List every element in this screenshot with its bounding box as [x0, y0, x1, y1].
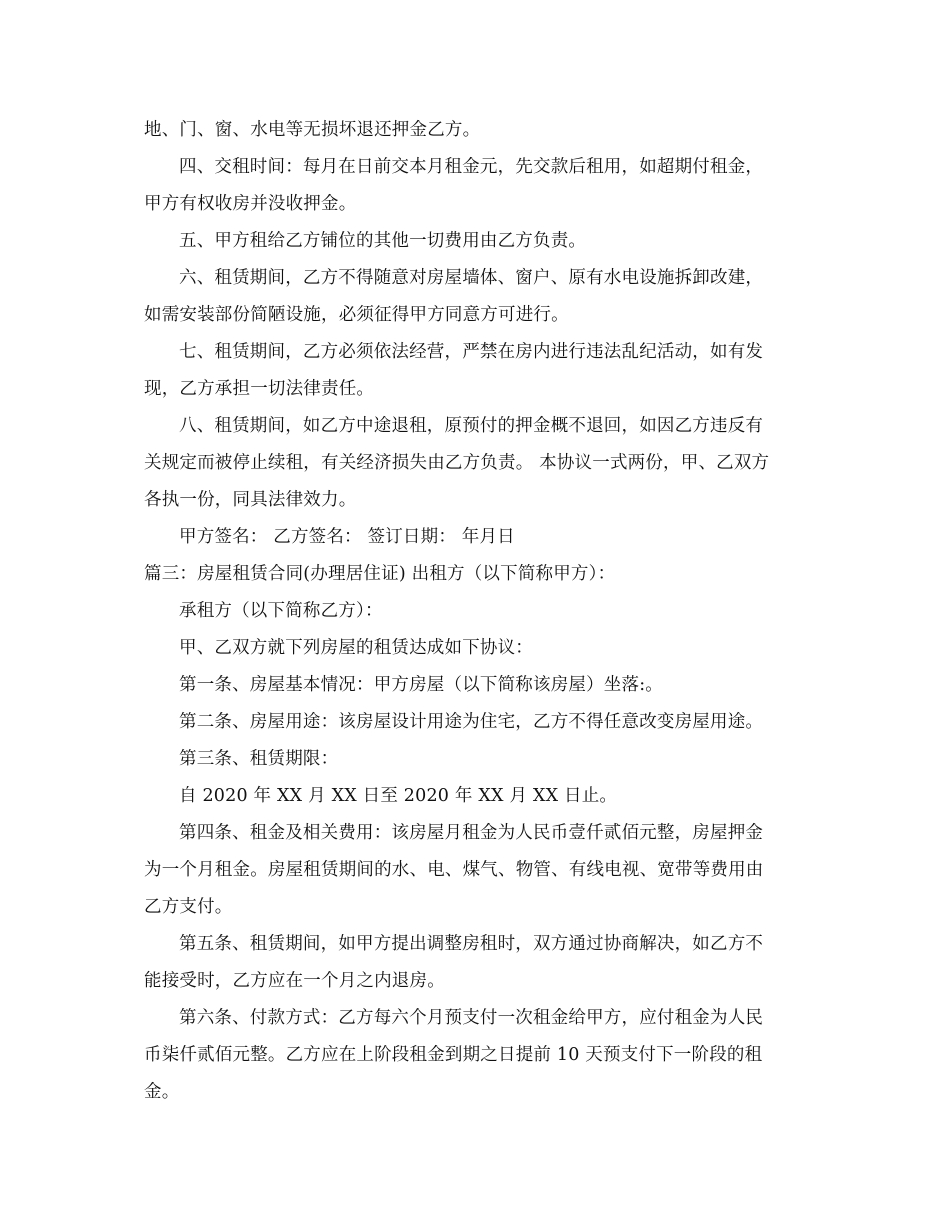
text-line: 各执一份，同具法律效力。: [144, 490, 357, 510]
text-line: 八、租赁期间，如乙方中途退租，原预付的押金概不退回，如因乙方违反有: [179, 416, 764, 436]
section-heading: 篇三：房屋租赁合同(办理居住证) 出租方（以下简称甲方）：: [144, 564, 616, 584]
text-line: 七、租赁期间，乙方必须依法经营，严禁在房内进行违法乱纪活动，如有发: [179, 342, 764, 362]
document-body: [144, 112, 810, 1111]
text-line: 第三条、租赁期限：: [179, 749, 339, 769]
text-line: 自 2020 年 XX 月 XX 日至 2020 年 XX 月 XX 日止。: [179, 786, 618, 806]
text-line: 五、甲方租给乙方铺位的其他一切费用由乙方负责。: [179, 231, 587, 251]
text-line: 四、交租时间：每月在日前交本月租金元，先交款后租用，如超期付租金，: [179, 157, 764, 177]
text-line: 地、门、窗、水电等无损坏退还押金乙方。: [144, 120, 481, 140]
text-line: 第二条、房屋用途：该房屋设计用途为住宅，乙方不得任意改变房屋用途。: [179, 712, 764, 732]
text-line: 金。: [144, 1082, 180, 1102]
text-line: 第四条、租金及相关费用：该房屋月租金为人民币壹仟贰佰元整，房屋押金: [179, 823, 764, 843]
text-line: 现，乙方承担一切法律责任。: [144, 379, 375, 399]
text-line: 乙方支付。: [144, 897, 233, 917]
text-line: 为一个月租金。房屋租赁期间的水、电、煤气、物管、有线电视、宽带等费用由: [144, 860, 764, 880]
text-line: 甲方有权收房并没收押金。: [144, 194, 357, 214]
text-line: 关规定而被停止续租，有关经济损失由乙方负责。 本协议一式两份，甲、乙双方: [144, 453, 770, 473]
text-line: 如需安装部份简陋设施，必须征得甲方同意方可进行。: [144, 305, 569, 325]
text-line: 承租方（以下简称乙方）：: [179, 601, 383, 621]
text-line: 第一条、房屋基本情况：甲方房屋（以下简称该房屋）坐落:。: [179, 675, 663, 695]
text-line: 甲、乙双方就下列房屋的租赁达成如下协议：: [179, 638, 533, 658]
text-line: 第六条、付款方式：乙方每六个月预支付一次租金给甲方，应付租金为人民: [179, 1008, 764, 1028]
text-line: 第五条、租赁期间，如甲方提出调整房租时，双方通过协商解决，如乙方不: [179, 934, 764, 954]
text-line: 能接受时，乙方应在一个月之内退房。: [144, 971, 445, 991]
text-line: 币柒仟贰佰元整。乙方应在上阶段租金到期之日提前 10 天预支付下一阶段的租: [144, 1045, 763, 1065]
signature-line: 甲方签名： 乙方签名： 签订日期： 年月日: [179, 527, 515, 547]
text-line: 六、租赁期间，乙方不得随意对房屋墙体、窗户、原有水电设施拆卸改建，: [179, 268, 764, 288]
